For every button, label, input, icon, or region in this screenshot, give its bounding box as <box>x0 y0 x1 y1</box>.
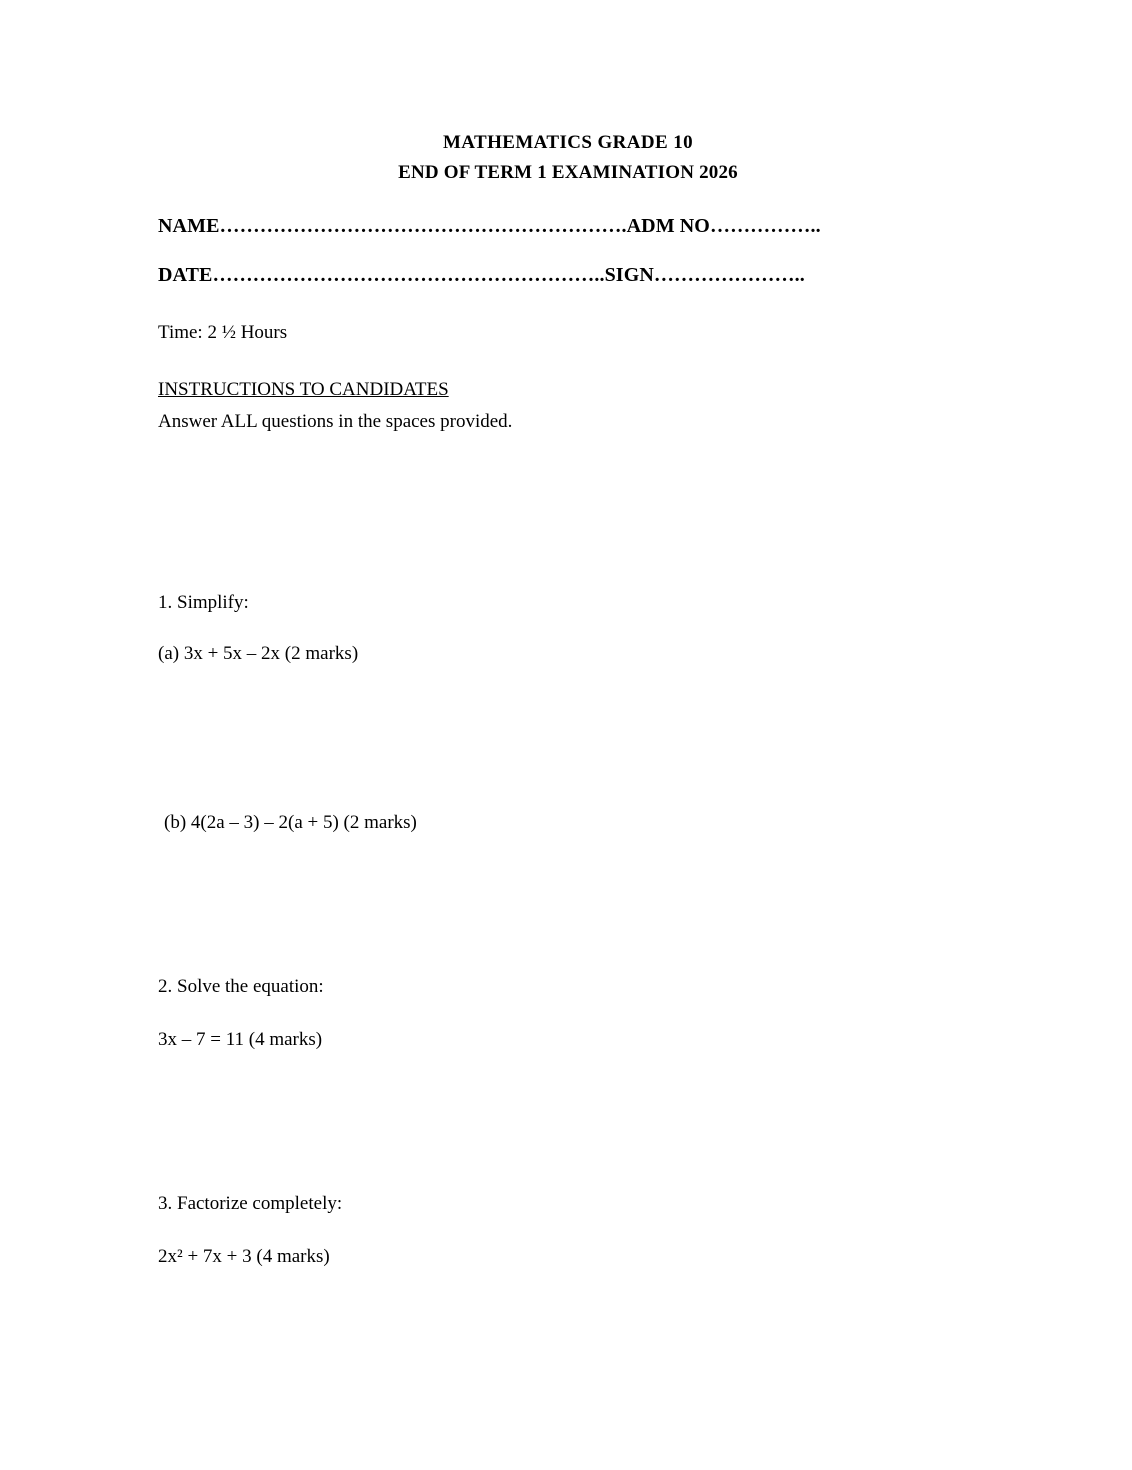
question-1 <box>158 588 978 837</box>
exam-header <box>158 128 978 188</box>
question-1-part-a: (a) 3x + 5x – 2x (2 marks) <box>158 643 359 664</box>
question-2-equation: 3x – 7 = 11 (4 marks) <box>158 1029 323 1050</box>
exam-title-subject: MATHEMATICS GRADE 10 <box>442 132 694 153</box>
time-allowed: Time: 2 ½ Hours <box>158 322 288 343</box>
question-3-stem: 3. Factorize completely: <box>158 1193 343 1214</box>
question-1-stem: 1. Simplify: <box>158 592 249 613</box>
question-2 <box>158 972 978 1054</box>
document-content <box>158 0 978 1271</box>
answer-space-1a <box>158 668 978 808</box>
question-3-expression: 2x² + 7x + 3 (4 marks) <box>158 1246 330 1267</box>
date-sign-field-line[interactable]: DATE…………………………………………………..SIGN………………….. <box>158 264 805 286</box>
exam-title-term: END OF TERM 1 EXAMINATION 2026 <box>398 162 738 183</box>
question-2-stem: 2. Solve the equation: <box>158 976 324 997</box>
question-3 <box>158 1189 978 1271</box>
instructions-body: Answer ALL questions in the spaces provided. <box>158 411 513 432</box>
name-adm-field-line[interactable]: NAME…………………………………………………….ADM NO…………….. <box>158 215 821 237</box>
instructions-heading: INSTRUCTIONS TO CANDIDATES <box>158 379 449 400</box>
question-1-part-b: (b) 4(2a – 3) – 2(a + 5) (2 marks) <box>164 812 417 833</box>
